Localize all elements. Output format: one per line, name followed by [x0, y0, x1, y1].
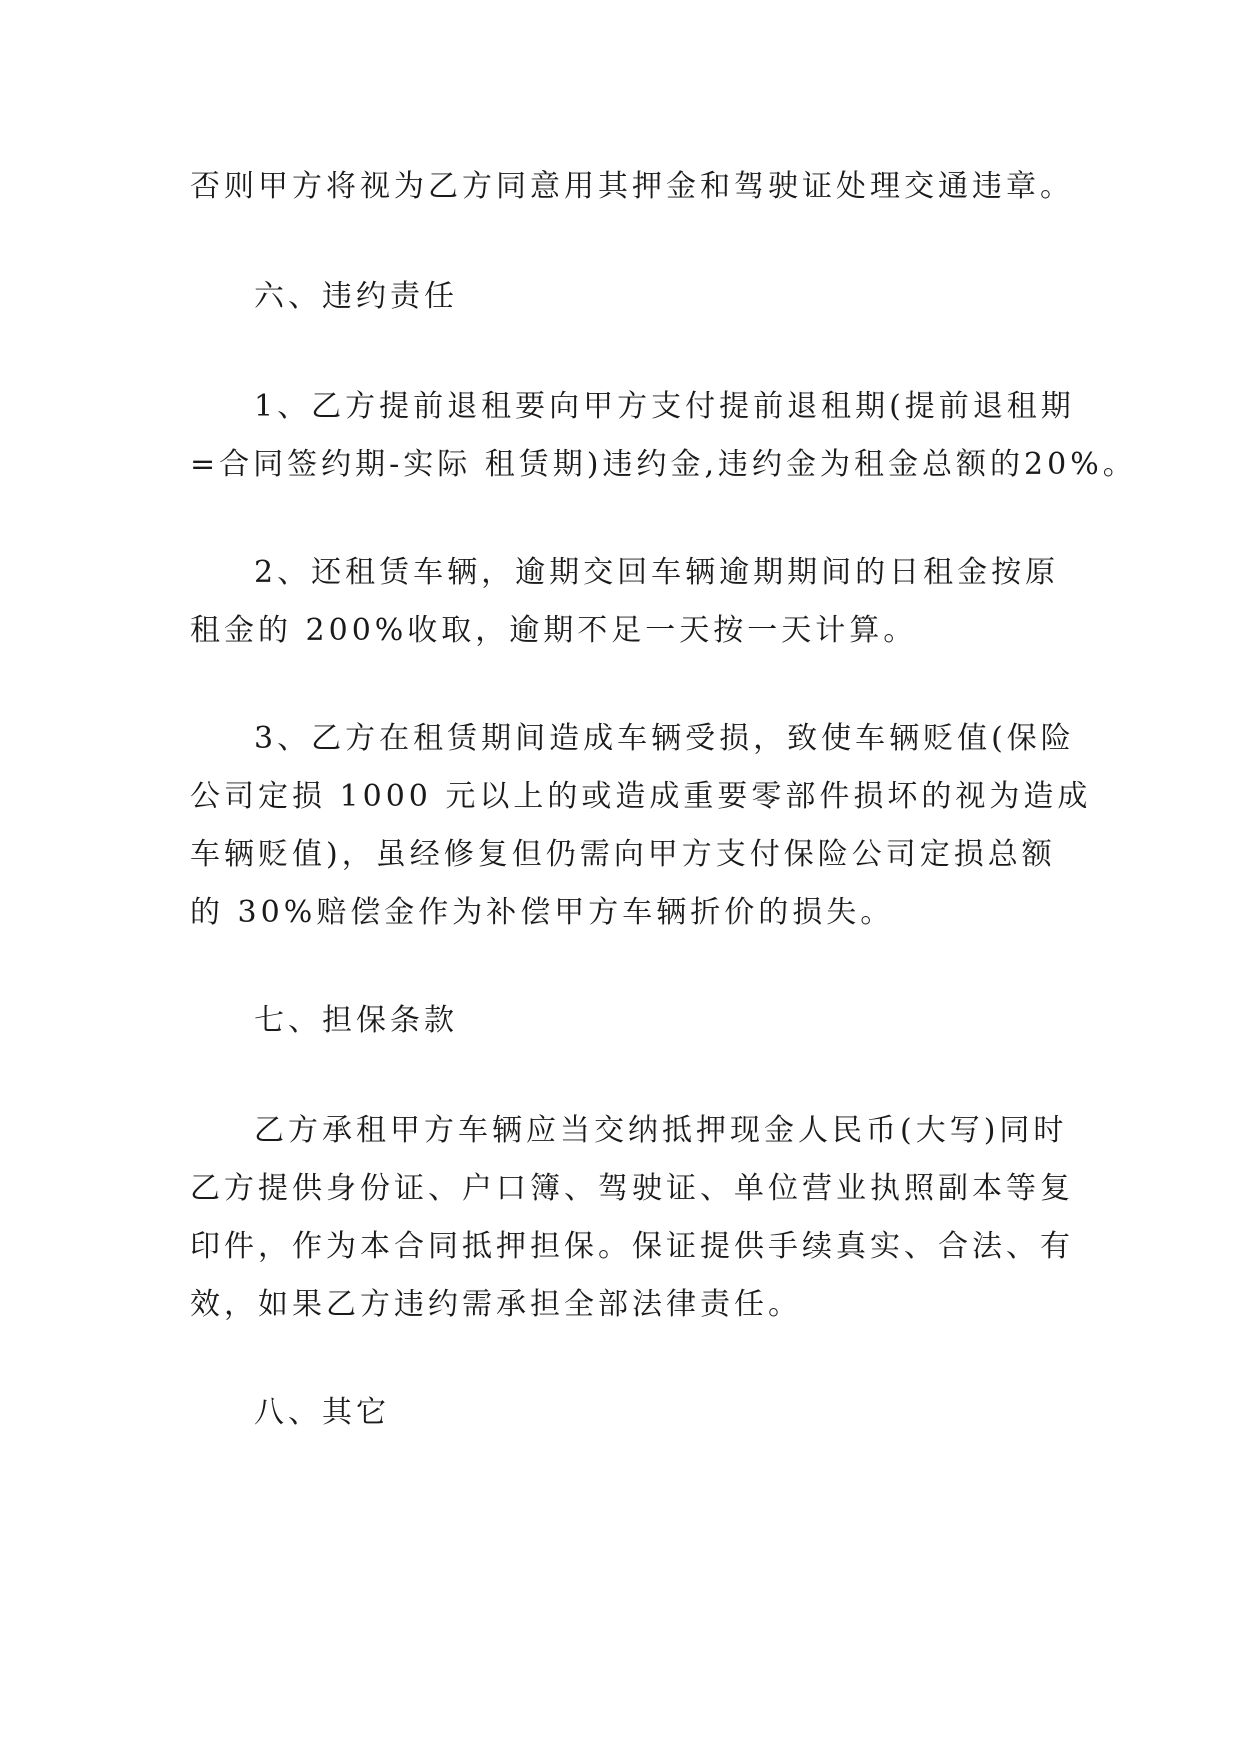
paragraph-line: 公司定损 1000 元以上的或造成重要零部件损坏的视为造成: [190, 779, 1092, 814]
paragraph-line: 租金的 200%收取，逾期不足一天按一天计算。: [190, 613, 918, 648]
paragraph-line: =合同签约期-实际 租赁期)违约金,违约金为租金总额的20%。: [190, 447, 1137, 482]
paragraph-line: 车辆贬值)，虽经修复但仍需向甲方支付保险公司定损总额: [190, 837, 1056, 872]
paragraph-line: 的 30%赔偿金作为补偿甲方车辆折价的损失。: [190, 895, 895, 930]
paragraph-line: 效，如果乙方违约需承担全部法律责任。: [190, 1287, 802, 1322]
paragraph-line: 3、乙方在租赁期间造成车辆受损，致使车辆贬值(保险: [254, 721, 1075, 756]
paragraph-line: 乙方提供身份证、户口簿、驾驶证、单位营业执照副本等复: [190, 1171, 1074, 1206]
section-heading-other: 八、其它: [254, 1395, 390, 1430]
section-heading-guarantee: 七、担保条款: [254, 1003, 458, 1038]
paragraph-line: 印件，作为本合同抵押担保。保证提供手续真实、合法、有: [190, 1229, 1074, 1264]
paragraph-line: 1、乙方提前退租要向甲方支付提前退租期(提前退租期: [254, 389, 1075, 424]
paragraph-line: 乙方承租甲方车辆应当交纳抵押现金人民币(大写)同时: [254, 1113, 1068, 1148]
paragraph-line: 2、还租赁车辆，逾期交回车辆逾期期间的日租金按原: [254, 555, 1060, 590]
section-heading-liability: 六、违约责任: [254, 279, 458, 314]
paragraph-line: 否则甲方将视为乙方同意用其押金和驾驶证处理交通违章。: [190, 169, 1074, 204]
